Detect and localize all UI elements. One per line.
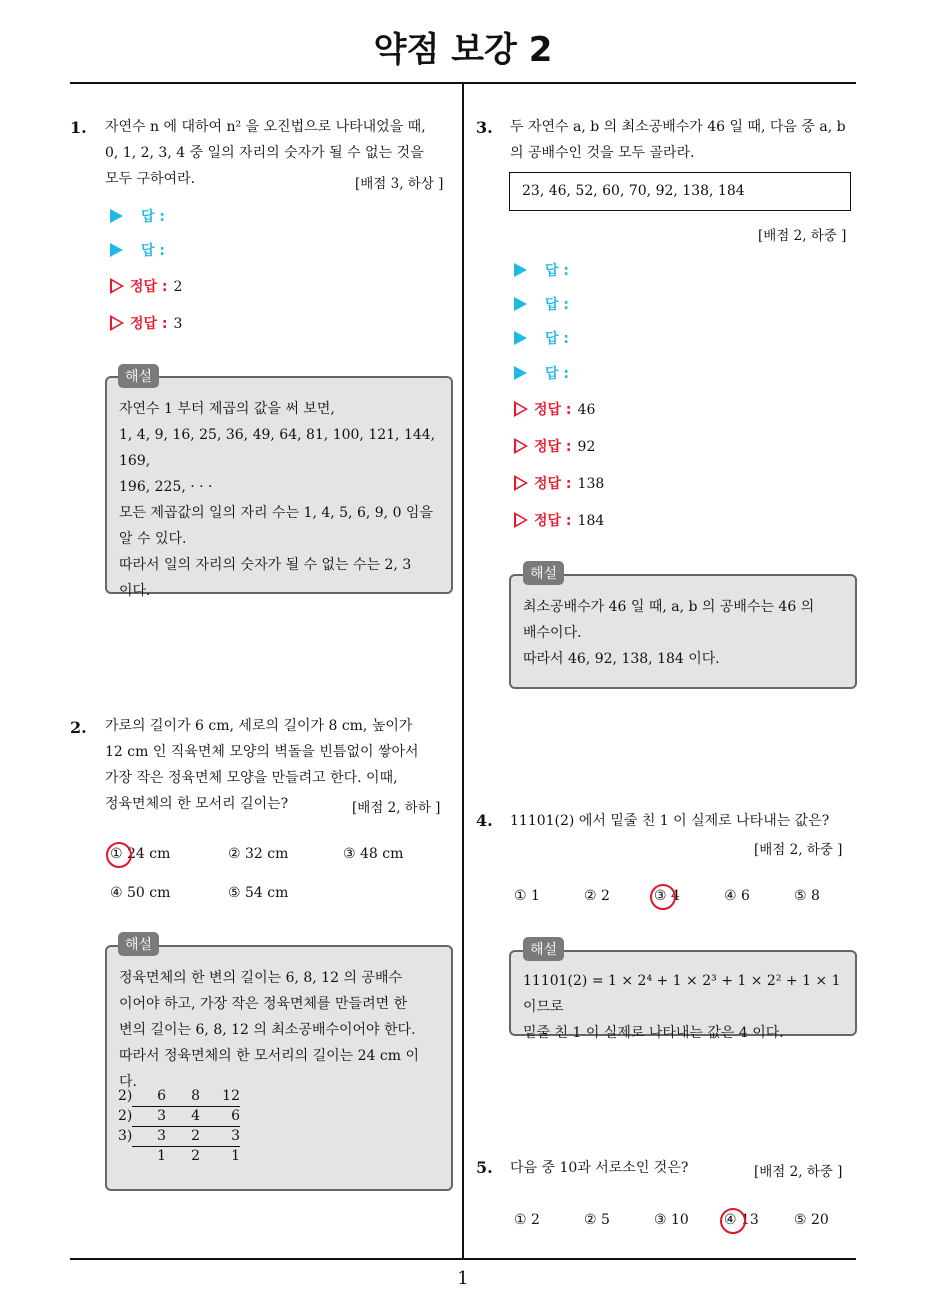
selected-circle-mark bbox=[106, 842, 132, 868]
bottom-rule bbox=[70, 1258, 856, 1260]
play-icon bbox=[514, 297, 527, 311]
play-icon bbox=[514, 366, 527, 380]
explanation-tag: 해설 bbox=[118, 932, 159, 956]
column-divider bbox=[462, 84, 464, 1258]
question-number: 1. bbox=[70, 118, 87, 137]
answer-field[interactable]: 답 : bbox=[514, 328, 569, 348]
explanation-box: 자연수 1 부터 제곱의 값을 써 보면, 1, 4, 9, 16, 25, 36, 49, 64, 81, 100, 121, 144, 169, 196, 225, · · · 모든 제곱값의 일의 자리 수는 1, 4, 5, 6, 9, 0 임을 알 수 있다. 따라서 일의 자리의 숫자가 될 수 없는 수는 2, 3 이다. bbox=[105, 376, 453, 594]
option-4[interactable]: ④ 13 bbox=[724, 1212, 759, 1228]
option-3[interactable]: ③ 10 bbox=[654, 1212, 689, 1228]
outline-triangle-icon bbox=[514, 512, 528, 528]
explanation-box: 정육면체의 한 변의 길이는 6, 8, 12 의 공배수 이어야 하고, 가장 작은 정육면체를 만들려면 한 변의 길이는 6, 8, 12 의 최소공배수이어야 한다. 따라서 정육면체의 한 모서리의 길이는 24 cm 이 다. bbox=[105, 945, 453, 1191]
score-label: [배점 2, 하중 ] bbox=[754, 842, 843, 858]
explanation-tag: 해설 bbox=[523, 937, 564, 961]
correct-answer: 정답 : 184 bbox=[514, 510, 604, 530]
correct-answer: 정답 : 138 bbox=[514, 473, 604, 493]
option-5[interactable]: ⑤ 20 bbox=[794, 1212, 829, 1228]
correct-answer: 정답 : 92 bbox=[514, 436, 595, 456]
question-number: 2. bbox=[70, 718, 87, 737]
option-4[interactable]: ④ 6 bbox=[724, 888, 750, 904]
explanation-box: 최소공배수가 46 일 때, a, b 의 공배수는 46 의 배수이다. 따라서 46, 92, 138, 184 이다. bbox=[509, 574, 857, 689]
answer-field[interactable]: 답 : bbox=[110, 240, 165, 260]
answer-field[interactable]: 답 : bbox=[514, 260, 569, 280]
question-number: 3. bbox=[476, 118, 493, 137]
question-text: 가로의 길이가 6 cm, 세로의 길이가 8 cm, 높이가 12 cm 인 직육면체 모양의 벽돌을 빈틈없이 쌓아서 가장 작은 정육면체 모양을 만들려고 한다. 이때, 정육면체의 한 모서리 길이는? bbox=[105, 718, 419, 812]
correct-answer: 정답 : 46 bbox=[514, 399, 595, 419]
option-1[interactable]: ① 1 bbox=[514, 888, 540, 904]
option-1[interactable]: ① 24 cm bbox=[110, 846, 171, 862]
option-2[interactable]: ② 5 bbox=[584, 1212, 610, 1228]
selected-circle-mark bbox=[650, 884, 676, 910]
ladder-row: 3) 3 2 3 bbox=[118, 1127, 240, 1147]
play-icon bbox=[110, 209, 123, 223]
option-4[interactable]: ④ 50 cm bbox=[110, 885, 171, 901]
answer-field[interactable]: 답 : bbox=[514, 363, 569, 383]
outline-triangle-icon bbox=[110, 278, 124, 294]
page-number: 1 bbox=[457, 1268, 469, 1289]
outline-triangle-icon bbox=[514, 475, 528, 491]
question-text: 자연수 n 에 대하여 n² 을 오진법으로 나타내었을 때, 0, 1, 2, 3, 4 중 일의 자리의 숫자가 될 수 없는 것을 모두 구하여라. bbox=[105, 119, 426, 187]
answer-field[interactable]: 답 : bbox=[110, 206, 165, 226]
question-text: 두 자연수 a, b 의 최소공배수가 46 일 때, 다음 중 a, b 의 공배수인 것을 모두 골라라. bbox=[510, 119, 846, 161]
score-label: [배점 2, 하중 ] bbox=[758, 228, 847, 244]
play-icon bbox=[110, 243, 123, 257]
option-2[interactable]: ② 32 cm bbox=[228, 846, 289, 862]
choices-box: 23, 46, 52, 60, 70, 92, 138, 184 bbox=[509, 172, 851, 211]
question-text: 다음 중 10과 서로소인 것은? bbox=[510, 1160, 689, 1176]
correct-answer: 정답 : 2 bbox=[110, 276, 182, 296]
ladder-row: 2) 3 4 6 bbox=[118, 1107, 240, 1127]
outline-triangle-icon bbox=[514, 438, 528, 454]
question-number: 5. bbox=[476, 1158, 493, 1177]
ladder-row: 2) 6 8 12 bbox=[118, 1087, 240, 1107]
explanation-box: 11101(2) = 1 × 2⁴ + 1 × 2³ + 1 × 2² + 1 × 1 이므로 밑줄 친 1 이 실제로 나타내는 값은 4 이다. bbox=[509, 950, 857, 1036]
division-ladder bbox=[118, 1087, 240, 1166]
outline-triangle-icon bbox=[514, 401, 528, 417]
play-icon bbox=[514, 331, 527, 345]
selected-circle-mark bbox=[720, 1208, 746, 1234]
explanation-tag: 해설 bbox=[118, 364, 159, 388]
question-number: 4. bbox=[476, 811, 493, 830]
correct-answer: 정답 : 3 bbox=[110, 313, 182, 333]
page-title: 약점 보강 2 bbox=[373, 30, 553, 70]
play-icon bbox=[514, 263, 527, 277]
ladder-row: 1 2 1 bbox=[157, 1148, 240, 1164]
option-5[interactable]: ⑤ 8 bbox=[794, 888, 820, 904]
score-label: [배점 2, 하하 ] bbox=[352, 800, 441, 816]
score-label: [배점 2, 하중 ] bbox=[754, 1164, 843, 1180]
outline-triangle-icon bbox=[110, 315, 124, 331]
explanation-tag: 해설 bbox=[523, 561, 564, 585]
score-label: [배점 3, 하상 ] bbox=[355, 176, 444, 192]
option-3[interactable]: ③ 48 cm bbox=[343, 846, 404, 862]
option-2[interactable]: ② 2 bbox=[584, 888, 610, 904]
answer-field[interactable]: 답 : bbox=[514, 294, 569, 314]
option-3[interactable]: ③ 4 bbox=[654, 888, 680, 904]
question-text: 11101(2) 에서 밑줄 친 1 이 실제로 나타내는 값은? bbox=[510, 813, 830, 829]
option-5[interactable]: ⑤ 54 cm bbox=[228, 885, 289, 901]
option-1[interactable]: ① 2 bbox=[514, 1212, 540, 1228]
